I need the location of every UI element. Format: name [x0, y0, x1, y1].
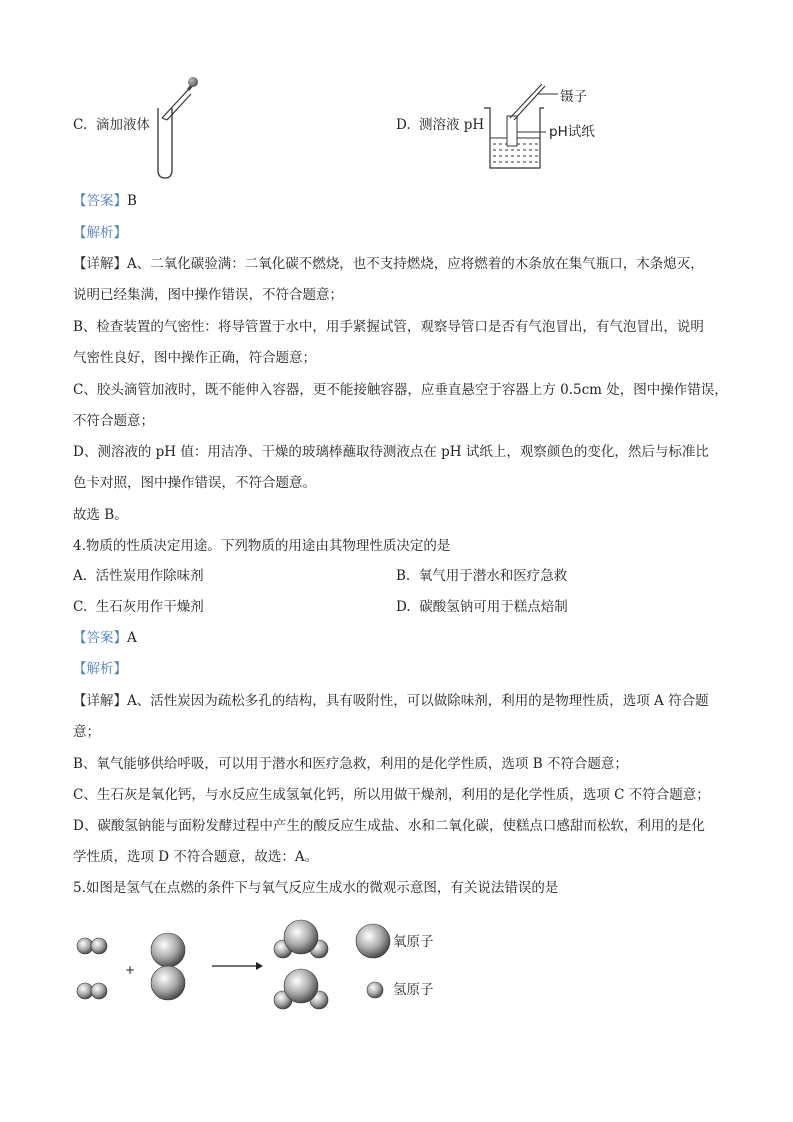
hydrogen-atom: [91, 938, 107, 954]
hydrogen-atom: [77, 983, 93, 999]
explanation-line: 不符合题意；: [73, 413, 154, 429]
option-text: 生石灰用作干燥剂: [95, 599, 204, 615]
detail-tag: 【详解】: [73, 256, 127, 272]
analysis-tag: 【解析】: [73, 661, 127, 677]
explanation-line: 气密性良好，图中操作正确，符合题意；: [73, 350, 316, 366]
q4-option-d: [396, 597, 568, 617]
explanation-line: B、氧气能够供给呼吸，可以用于潜水和医疗急救，利用的是化学性质，选项 B 不符合题意；: [73, 756, 628, 772]
option-text: 氧气用于潜水和医疗急救: [418, 568, 568, 584]
explanation-line: D、测溶液的 pH 值：用洁净、干燥的玻璃棒蘸取待测液点在 pH 试纸上，观察颜色的变化，然后与标准比: [73, 444, 709, 460]
dropper-test-tube-figure: [148, 74, 208, 184]
explanation-line: B、检查装置的气密性：将导管置于水中，用手紧握试管，观察导管口是否有气泡冒出，有气泡冒出，说明: [73, 319, 704, 335]
option-d-text: 测溶液 pH: [419, 117, 485, 133]
oxygen-atom: [284, 969, 318, 1003]
detail-tag: 【详解】: [73, 693, 127, 709]
ph-paper-label: pH试纸: [549, 124, 595, 140]
q4-option-c: [73, 597, 204, 617]
plus-sign: +: [125, 963, 136, 977]
q4-detail-line: [73, 691, 709, 711]
analysis-tag: 【解析】: [73, 225, 127, 241]
explanation-line: 说明已经集满，图中操作错误，不符合题意；: [73, 287, 343, 303]
conclusion-line: 故选 B。: [73, 507, 128, 523]
explanation-line: A、活性炭因为疏松多孔的结构，具有吸附性，可以做除味剂，利用的是物理性质，选项 A 符合题: [127, 693, 709, 709]
q4-option-b: [396, 566, 567, 586]
legend-hydrogen-atom: [367, 982, 383, 998]
q3-answer-line: [73, 191, 137, 211]
oxygen-atom: [151, 966, 185, 1000]
option-label: C.: [73, 599, 88, 615]
q4-stem: 4.物质的性质决定用途。下列物质的用途由其物理性质决定的是: [73, 538, 451, 554]
q4-answer-line: [73, 628, 137, 648]
explanation-line: D、碳酸氢钠能与面粉发酵过程中产生的酸反应生成盐、水和二氧化碳，使糕点口感甜而松软，利用的是化: [73, 818, 705, 834]
q5-stem: 5.如图是氢气在点燃的条件下与氧气反应生成水的微观示意图，有关说法错误的是: [73, 880, 559, 896]
option-label: D.: [396, 599, 411, 615]
q3-detail-line: [73, 254, 704, 274]
option-c-text: 滴加液体: [96, 117, 150, 133]
option-c-label: C.: [73, 117, 88, 133]
hydrogen-atom: [91, 983, 107, 999]
explanation-line: 学性质，选项 D 不符合题意，故选：A。: [73, 849, 319, 865]
answer-tag: 【答案】: [73, 193, 127, 209]
answer-value: A: [127, 630, 137, 646]
arrow-head: [256, 962, 263, 970]
option-text: 碳酸氢钠可用于糕点焙制: [419, 599, 568, 615]
explanation-line: C、胶头滴管加液时，既不能伸入容器，更不能接触容器，应垂直悬空于容器上方 0.5cm 处，图中操作错误，: [73, 382, 728, 398]
legend-oxygen-atom: [356, 924, 390, 958]
oxygen-atom: [284, 920, 318, 954]
answer-value: B: [127, 193, 137, 209]
legend-oxygen-label: 氧原子: [393, 934, 434, 950]
answer-tag: 【答案】: [73, 630, 127, 646]
tweezers-label: 镊子: [560, 89, 587, 105]
explanation-line: C、生石灰是氧化钙，与水反应生成氢氧化钙，所以用做干燥剂，利用的是化学性质，选项 C 不符合题意；: [73, 787, 710, 803]
q4-option-a: [73, 566, 204, 586]
option-label: A.: [73, 568, 88, 584]
oxygen-atom: [151, 933, 185, 967]
explanation-line: 意；: [73, 724, 100, 740]
option-text: 活性炭用作除味剂: [95, 568, 204, 584]
option-d-label: D.: [396, 117, 411, 133]
legend-hydrogen-label: 氢原子: [393, 982, 434, 998]
option-label: B.: [396, 568, 411, 584]
explanation-line: A、二氧化碳验满：二氧化碳不燃烧，也不支持燃烧，应将燃着的木条放在集气瓶口，木条熄灭，: [127, 256, 704, 272]
hydrogen-atom: [77, 938, 93, 954]
explanation-line: 色卡对照，图中操作错误，不符合题意。: [73, 475, 316, 491]
